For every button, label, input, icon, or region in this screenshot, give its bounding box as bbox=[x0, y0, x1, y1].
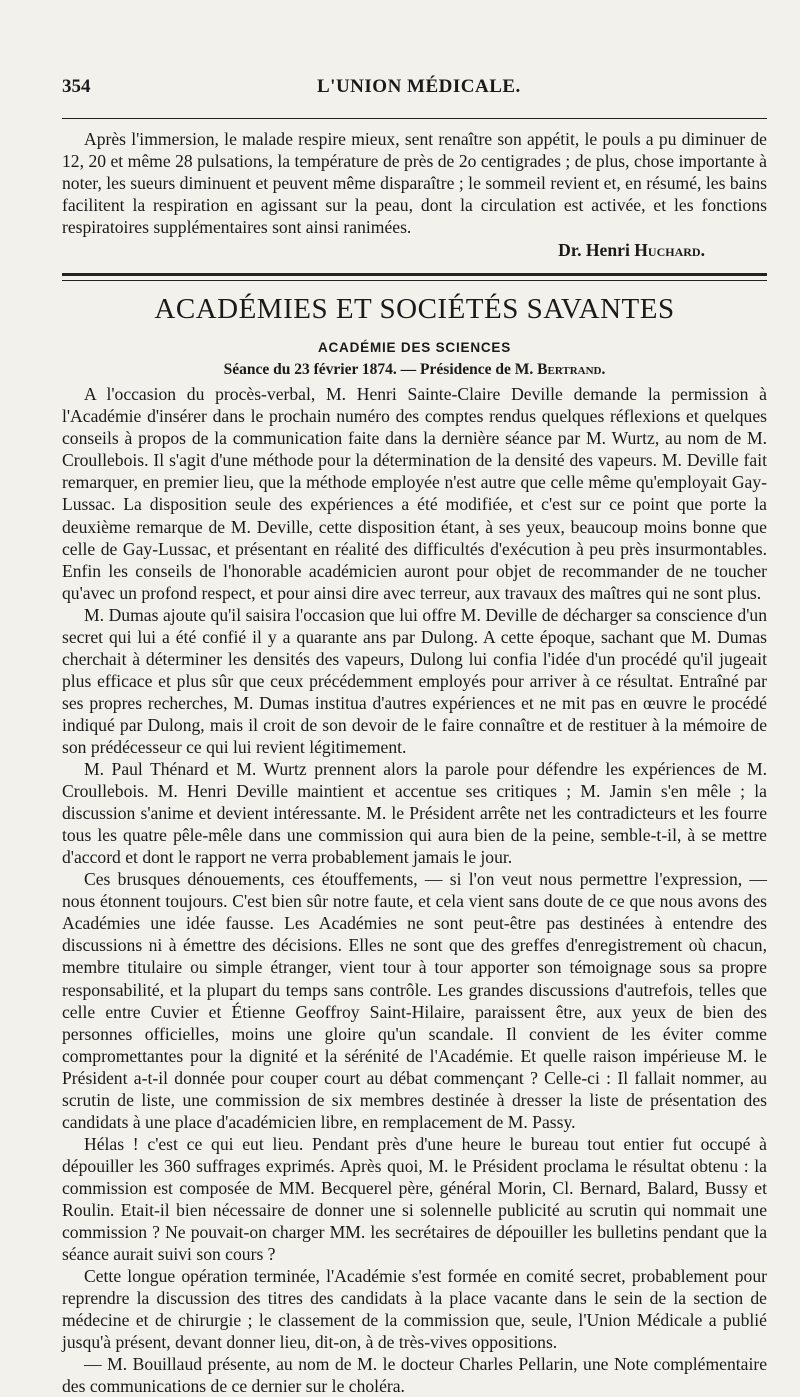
paragraph: M. Dumas ajoute qu'il saisira l'occasion que lui offre M. Deville de décharger sa conscience d'un secret qui lui a été confié il y a quarante ans par Dulong. A cette époque, sachant que M. Dumas cherchait à déterminer les densités des vapeurs, Dulong lui confia l'idée d'un procédé qu'il jugeait plus efficace et plus sûr que ceux précédemment employés pour arriver à ce résultat. Entraîné par ses propres recherches, M. Dumas institua d'autres expériences et ne mit pas en œuvre le procédé indiqué par Dulong, mais il croit de son devoir de le faire connaître et de restituer à la mémoire de son prédécesseur ce qui lui revient légitimement. bbox=[62, 604, 767, 757]
intro-section bbox=[62, 128, 767, 238]
session-president: Bertrand. bbox=[537, 361, 606, 379]
page bbox=[62, 72, 767, 1397]
paragraph: — M. Bouillaud présente, au nom de M. le docteur Charles Pellarin, une Note complémentaire des communications de ce dernier sur le choléra. bbox=[62, 1354, 767, 1397]
running-head bbox=[62, 72, 767, 106]
session-line bbox=[62, 361, 767, 379]
session-text: Séance du 23 février 1874. — Présidence de M. bbox=[223, 361, 534, 379]
article-body bbox=[62, 383, 767, 1397]
section-title: ACADÉMIES ET SOCIÉTÉS SAVANTES bbox=[154, 293, 675, 326]
signature-name: Huchard. bbox=[634, 240, 705, 261]
paragraph: Cette longue opération terminée, l'Académie s'est formée en comité secret, probablement pour reprendre la discussion des titres des candidats à la place vacante dans le sein de la section de médecine et de chirurgie ; le classement de la commission que, seule, l'Union Médicale a publié jusqu'à présent, devant donner lieu, dit-on, à de très-vives oppositions. bbox=[62, 1266, 767, 1353]
signature-prefix: Dr. Henri bbox=[558, 240, 630, 261]
paragraph: Hélas ! c'est ce qui eut lieu. Pendant près d'une heure le bureau tout entier fut occupé à dépouiller les 360 suffrages exprimés. Après quoi, M. le Président proclama le résultat obtenu : la commission est composée de MM. Becquerel père, général Morin, Cl. Bernard, Balard, Bussy et Roulin. Etait-il bien nécessaire de donner une si solennelle publicité au scrutin qui nommait une commission ? Ne pouvait-on charger MM. les secrétaires de dépouiller les bulletins pendant que la séance aurait suivi son cours ? bbox=[62, 1133, 767, 1265]
intro-paragraph: Après l'immersion, le malade respire mieux, sent renaître son appétit, le pouls a pu diminuer de 12, 20 et même 28 pulsations, la température de près de 2o centigrades ; de plus, chose importante à noter, les sueurs diminuent et peuvent même disparaître ; le sommeil revient et, en résumé, les bains facilitent la respiration en agissant sur la peau, dont la circulation est activée, et les fonctions respiratoires supplémentaires sont ainsi ranimées. bbox=[62, 129, 767, 238]
paragraph: M. Paul Thénard et M. Wurtz prennent alors la parole pour défendre les expériences de M. Croullebois. M. Henri Deville maintient et accentue ses critiques ; M. Jamin s'en mêle ; la discussion s'anime et devient intéressante. M. le Président arrête net les contradicteurs et les fourre tous les quatre pêle-mêle dans une commission qui aura bien de la peine, semble-t-il, à se mettre d'accord et dont le rapport ne verra probablement jamais le jour. bbox=[62, 759, 767, 868]
section-divider bbox=[62, 273, 767, 281]
paragraph: Ces brusques dénouements, ces étouffements, — si l'on veut nous permettre l'expression, — nous étonnent toujours. C'est bien sûr notre faute, et cela vient sans doute de ce que nous avons des Académies une idée fausse. Les Académies ne sont peut-être pas destinées à entendre des discussions ni à émettre des décisions. Elles ne sont que des greffes d'enregistrement où chacun, membre titulaire ou simple étranger, vient tour à tour apporter son témoignage sous sa propre responsabilité, et la plupart du temps sans contrôle. Les grandes discussions d'autrefois, telles que celle entre Cuvier et Étienne Geoffroy Saint-Hilaire, paraissent être, aux yeux de bien des personnes officielles, moins une gloire qu'un scandale. Il convient de les éviter comme compromettantes pour la dignité et la sérénité de l'Académie. Et quelle raison impérieuse M. le Président a-t-il donnée pour couper court au débat commençant ? Celle-ci : Il fallait nommer, au scrutin de liste, une commission de six membres destinée à dresser la liste de présentation des candidats à une place d'académicien libre, en remplacement de M. Passy. bbox=[62, 869, 767, 1132]
author-signature bbox=[62, 240, 767, 261]
journal-title: L'UNION MÉDICALE. bbox=[317, 76, 521, 97]
header-rule bbox=[62, 118, 767, 119]
paragraph: A l'occasion du procès-verbal, M. Henri Sainte-Claire Deville demande la permission à l'Académie d'insérer dans le prochain numéro des comptes rendus quelques réflexions et quelques conseils à propos de la communication faite dans la dernière séance par M. Wurtz, au nom de M. Croullebois. Il s'agit d'une méthode pour la détermination de la densité des vapeurs. M. Deville fait remarquer, en premier lieu, que la méthode employée n'est autre que celle même qu'employait Gay-Lussac. La disposition seule des expériences a été modifiée, et c'est sur ce point que porte la deuxième remarque de M. Deville, cette disposition étant, à ses yeux, beaucoup moins bonne que celle de Gay-Lussac, et présentant en réalité des difficultés d'exécution à peu près insurmontables. Enfin les conseils de l'honorable académicien auront pour objet de recommander de ne toucher qu'avec un profond respect, et pour ainsi dire avec terreur, aux travaux des maîtres qui ne sont plus. bbox=[62, 384, 767, 603]
subsection-title: ACADÉMIE DES SCIENCES bbox=[317, 340, 512, 356]
page-number: 354 bbox=[62, 76, 91, 97]
